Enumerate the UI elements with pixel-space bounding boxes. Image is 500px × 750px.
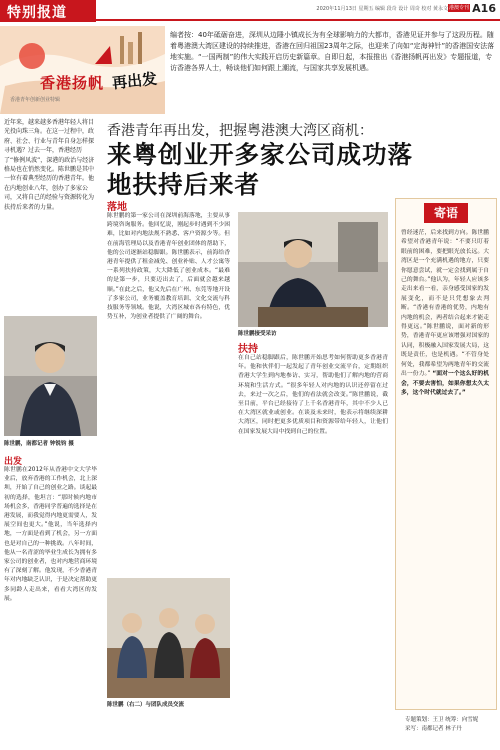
page-header — [0, 0, 500, 22]
team-photo-caption: 陈世鹏（右二）与团队成员交流 — [107, 702, 185, 708]
sidebar-text — [401, 229, 489, 398]
section-tab — [0, 0, 96, 22]
header-code: 港澳专刊 — [448, 5, 469, 11]
topic-banner — [0, 26, 165, 114]
portrait-illustration — [4, 316, 97, 436]
section-heading-support: 扶持 — [238, 344, 258, 355]
message-sidebar — [395, 198, 497, 710]
article-kicker: 香港青年再出发，把握粤港澳大湾区商机： — [107, 123, 373, 139]
banner-title-accent: 再出发 — [111, 69, 158, 93]
left-column — [4, 118, 97, 447]
sidebar-body: 曾经迷茫，后来找到方向。陈世鹏希望对香港青年说：“不要只盯着眼前的困难，要把眼光放长远。大湾区是一个充满机遇的地方，只要你愿意尝试，就一定会找到属于自己的舞台。”他认为，年轻人应该多走出来看一看，亲身感受国家的发展变化，而不是只凭想象去判断。“香港有香港的优势，内地有内地的机会，两者结合起来才能走得更远。”陈世鹏说，面对新的形势，香港青年更应该增强对国家的认同，积极融入国家发展大局，这既是责任，也是机遇。“不管身处何处，我都希望为两地青年的交流出一份力。” — [401, 230, 489, 378]
body-column-b: 陈世鹏的第一家公司在深圳前海落地，主要从事跨境咨询服务。他回忆说，刚起步时遇到不少困难，比如对内地法规不熟悉、客户资源少等。但在前海管理局以及香港青年创业团体的帮助下，他的公司逐渐站稳脚跟。陈世鹏表示，前海给香港青年提供了租金减免、创业补贴、人才公寓等一系列扶持政策，大大降低了创业成本。“最难的是第一步，只要迈出去了，后面就会越来越顺。”在此之后，他又先后在广州、东莞等地开设了多家公司，业务覆盖教育培训、文化交流与科技服务等领域。他说，大湾区城市各有特色，优势互补，为创业者提供了广阔的舞台。 — [107, 213, 230, 321]
credits-line-2: 采写：南都记者 林子丹 — [405, 726, 462, 732]
banner-title: 香港扬帆 — [40, 74, 105, 92]
portrait-caption: 陈世鹏，南都记者 钟锐钧 摄 — [4, 441, 74, 447]
interview-illustration — [238, 212, 388, 327]
credits — [405, 716, 497, 734]
intro-paragraph: 近年来，越来越多香港年轻人将目光投向珠三角。在这一过程中，政府、社会、行业与青年自身怎样探寻机遇？过去一年，香港经历了“修例风波”，深港的政治与经济格局也在悄然变化。陈世鹏是其中一位有着典型经历的香港青年。他在内地创业八年，创办了多家公司，又将自己的经验与资源转化为扶持后来者的力量。 — [4, 119, 95, 211]
section-label: 特别报道 — [7, 5, 67, 21]
sidebar-quote: “面对一个这么好的机会，不要去害怕，如果你想太久太多，这个时代就过去了。” — [401, 371, 490, 396]
interview-photo — [238, 212, 388, 327]
section-heading-landing: 落地 — [107, 202, 127, 213]
banner-subtitle: 香港青年创新创业特辑 — [10, 97, 61, 103]
sidebar-badge: 寄语 — [424, 203, 468, 223]
credits-line-1: 专题策划：王卫 统筹：向雪妮 — [405, 717, 479, 723]
body-column-c: 在自己站稳脚跟后，陈世鹏开始思考如何帮助更多香港青年。他和伙伴们一起发起了青年创业交流平台，定期组织香港大学生到内地参访、实习，帮助他们了解内地的营商环境和生活方式。“很多年轻人对内地的认识还停留在过去，来过一次之后，他们的看法就会改变。”陈世鹏说，截至目前，平台已经接待了上千名香港青年，其中不少人已在大湾区就业或创业。在谈及未来时，他表示将继续深耕大湾区，同时把更多优质项目和资源带给年轻人，让他们在国家发展大局中找到自己的位置。 — [238, 355, 388, 435]
article-title: 来粤创业开多家公司成功落地扶持后来者 — [107, 140, 413, 199]
editor-note: 编者按：40年砥砺奋进，深圳从边陲小镇成长为有全球影响力的大都市，香港见证并参与了这段历程。随着粤港澳大湾区建设的持续推进，香港在回归祖国23周年之际，也迎来了向如“定海神针”的香港国安法落地实施。“一国两制”的伟大实践开启历史新篇章。自即日起，本报推出《香港扬帆再出发》专题报道，专访香港各界人士，畅谈他们如何跟上潮流，与国家共享发展机遇。 — [170, 31, 495, 72]
team-photo — [107, 578, 230, 698]
header-info: 2020年11月13日 星期五 编辑 段奇 设计 周奇 校对 黄永文 — [316, 6, 448, 12]
portrait-photo — [4, 316, 97, 436]
header-rule — [96, 19, 500, 21]
team-illustration — [107, 578, 230, 698]
interview-photo-caption: 陈世鹏接受采访 — [238, 331, 277, 337]
page-number: A16 — [472, 2, 496, 15]
section-heading-start: 出发 — [4, 457, 23, 467]
body-column-a: 陈世鹏在2012年从香港中文大学毕业后，放弃香港的工作机会，北上深圳，开始了自己的创业之路。谈起最初的选择，他坦言：“那时候内地市场机会多，香港同学普遍的选择是在港发展，而我觉得内地更需要人，发展空间也更大。”他说，当年选择内地，一方面是看到了机会，另一方面也是对自己的一种挑战。八年时间，他从一名青涩的毕业生成长为拥有多家公司的创业者，也对内地营商环境有了深刻了解。他发现，不少香港青年对内地缺乏认识，于是决定帮助更多同龄人走出来，看看大湾区的发展。 — [4, 467, 97, 602]
